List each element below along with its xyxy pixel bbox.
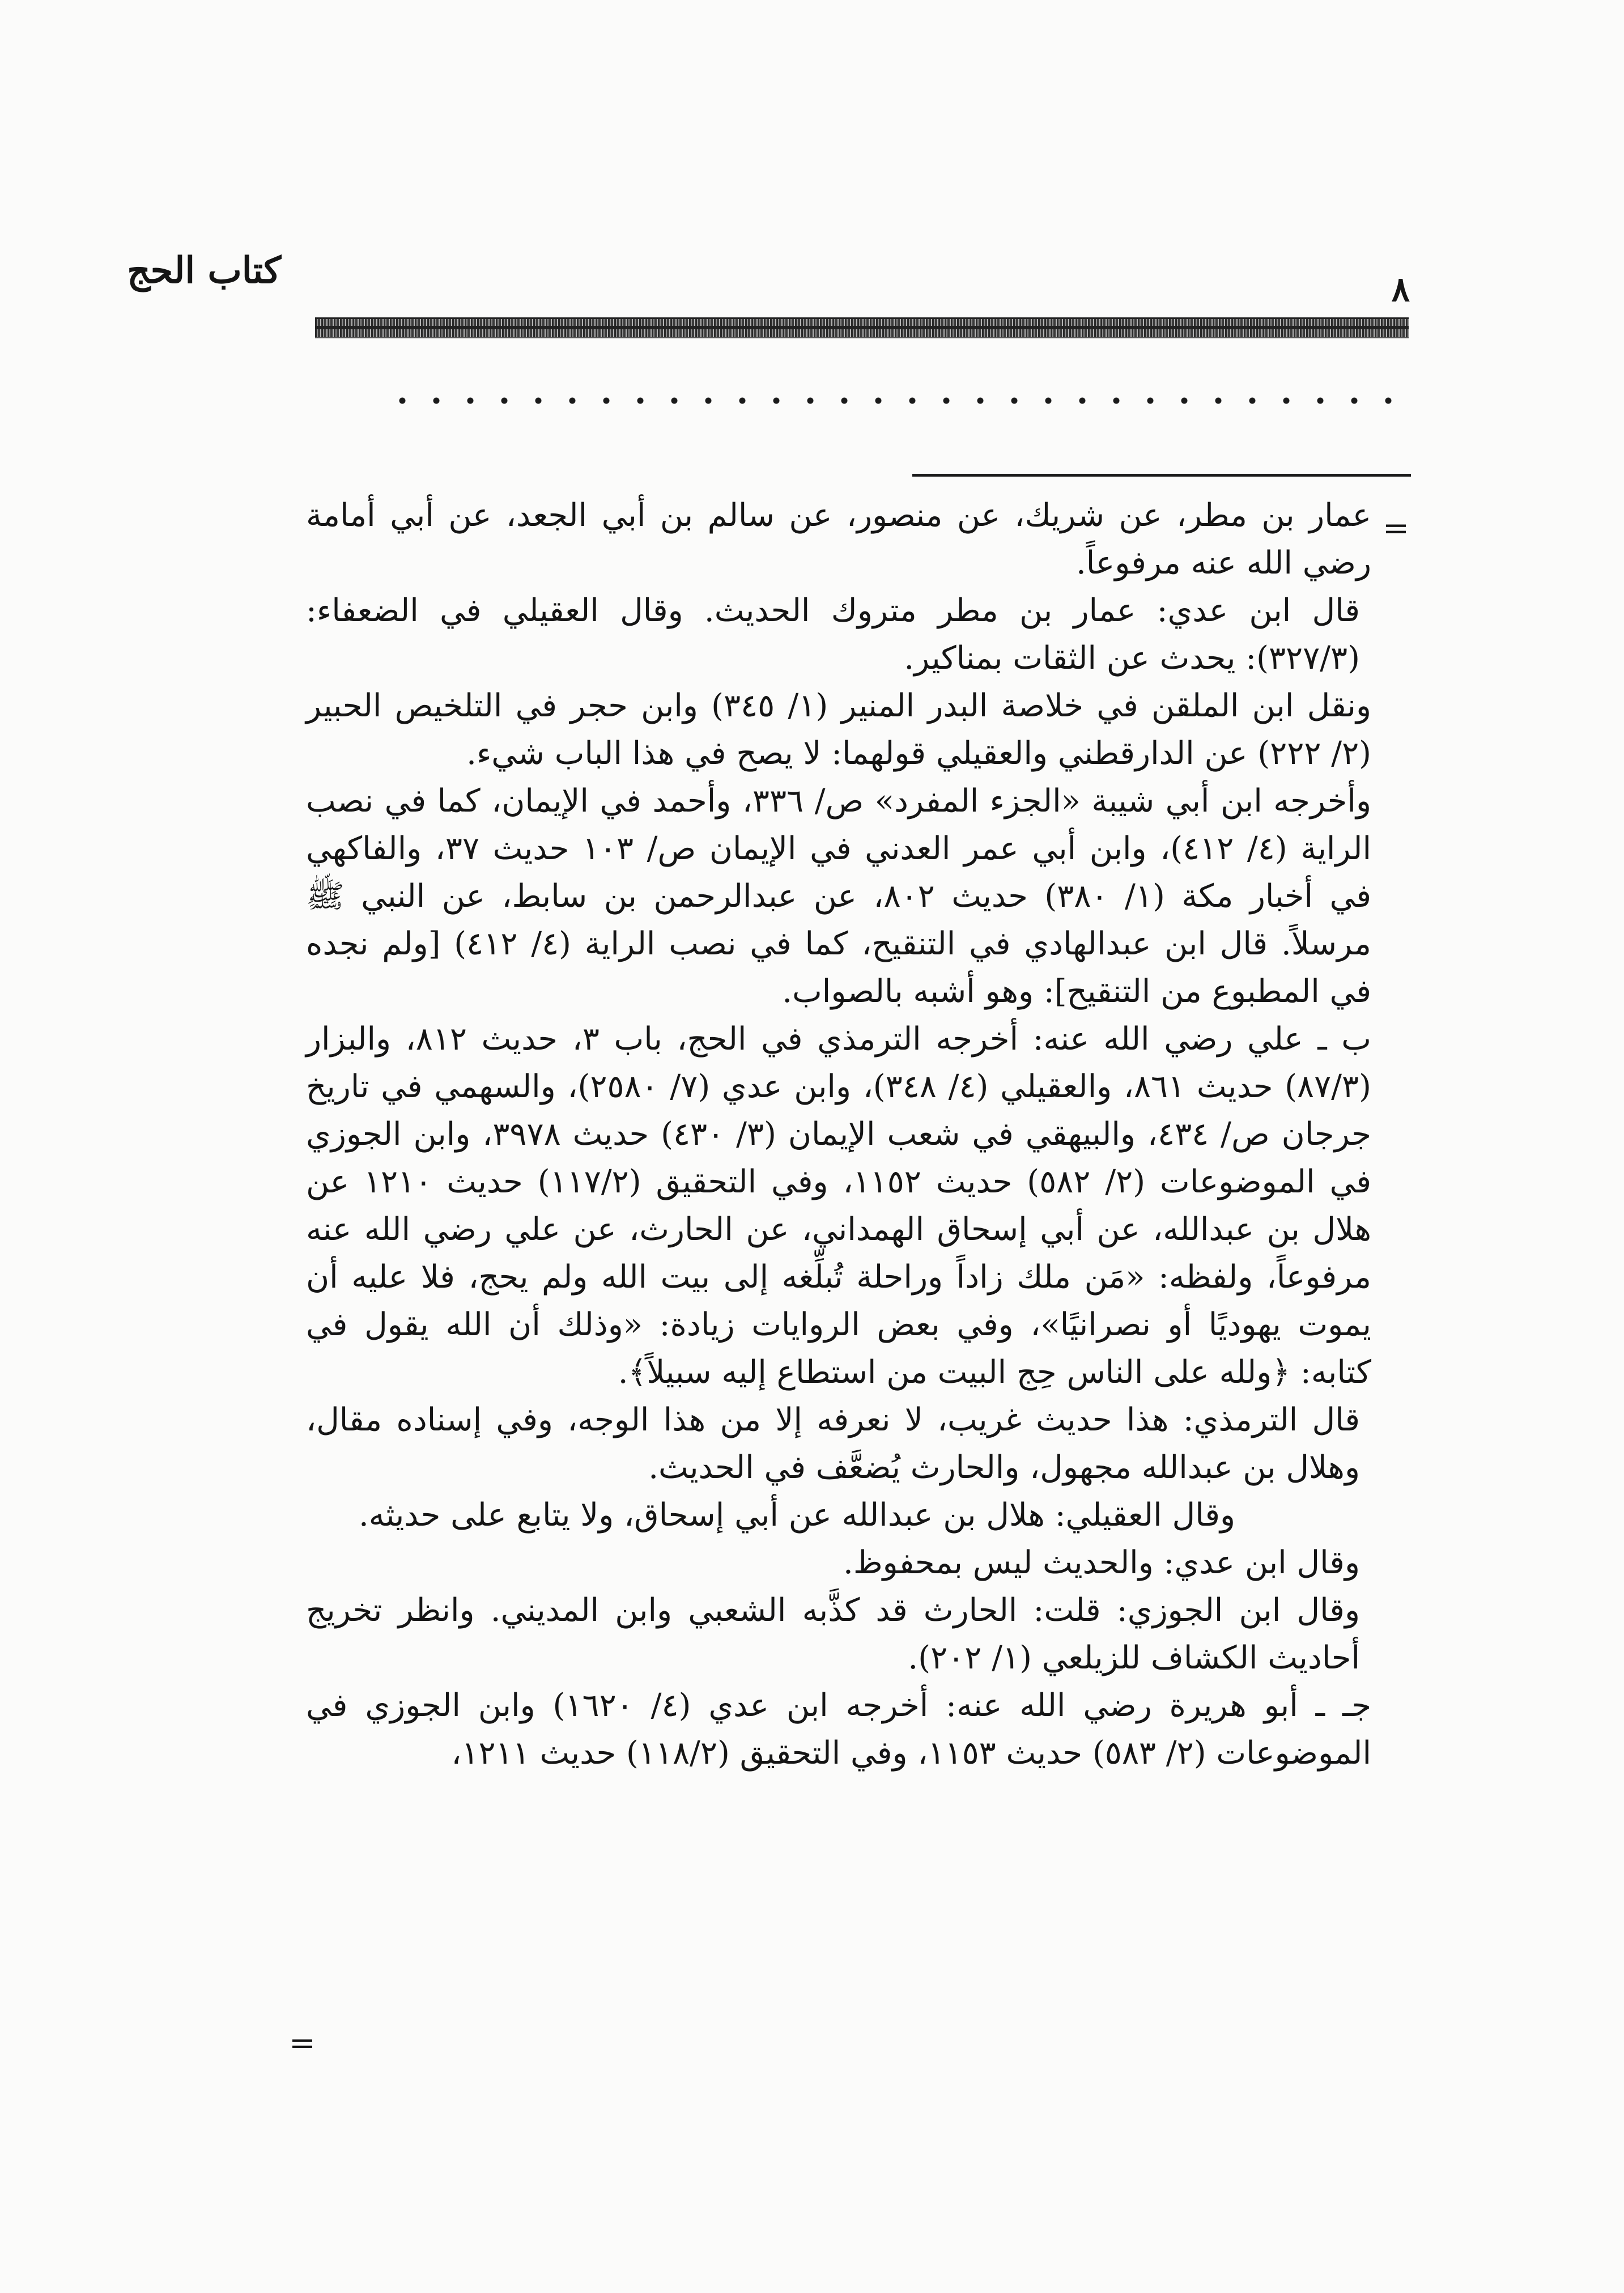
- footnote-paragraph: وقال ابن الجوزي: قلت: الحارث قد كذَّبه الشعبي وابن المديني. وانظر تخريج أحاديث الكشاف للزيلعي (١/ ٢٠٢).: [306, 1592, 1360, 1676]
- footnote-paragraph: جـ ـ أبو هريرة رضي الله عنه: أخرجه ابن عدي (٤/ ١٦٢٠) وابن الجوزي في الموضوعات (٢/ ٥٨٣) حديث ١١٥٣، وفي التحقيق (١١٨/٢) حديث ١٢١١،: [306, 1687, 1372, 1772]
- footnote-paragraph: ب ـ علي رضي الله عنه: أخرجه الترمذي في الحج، باب ٣، حديث ٨١٢، والبزار (٨٧/٣) حديث ٨٦١، والعقيلي (٤/ ٣٤٨)، وابن عدي (٧/ ٢٥٨٠)، والسهمي في تاريخ جرجان ص/ ٤٣٤، والبيهقي في شعب الإيمان (٣/ ٤٣٠) حديث ٣٩٧٨، وابن الجوزي في الموضوعات (٢/ ٥٨٢) حديث ١١٥٢، وفي التحقيق (١١٧/٢) حديث ١٢١٠ عن هلال بن عبدالله، عن أبي إسحاق الهمداني، عن الحارث، عن علي رضي الله عنه مرفوعاً، ولفظه: «مَن ملك زاداً وراحلة تُبلِّغه إلى بيت الله ولم يحج، فلا عليه أن يموت يهوديًا أو نصرانيًا»، وفي بعض الروايات زيادة: «وذلك أن الله يقول في كتابه: ﴿ولله على الناس حِج البيت من استطاع إليه سبيلاً﴾.: [306, 1021, 1372, 1391]
- footnote-body: [306, 492, 1371, 1777]
- footnote-paragraph: وأخرجه ابن أبي شيبة «الجزء المفرد» ص/ ٣٣٦، وأحمد في الإيمان، كما في نصب الراية (٤/ ٤١٢)، وابن أبي عمر العدني في الإيمان ص/ ١٠٣ حديث ٣٧، والفاكهي في أخبار مكة (١/ ٣٨٠) حديث ٨٠٢، عن عبدالرحمن بن سابط، عن النبي ﷺ مرسلاً. قال ابن عبدالهادي في التنقيح، كما في نصب الراية (٤/ ٤١٢) [ولم نجده في المطبوع من التنقيح]: وهو أشبه بالصواب.: [306, 783, 1372, 1010]
- footnote-paragraph: عمار بن مطر، عن شريك، عن منصور، عن سالم بن أبي الجعد، عن أبي أمامة رضي الله عنه مرفوعاً.: [306, 497, 1371, 581]
- footnote-continues-mark: =: [289, 2025, 316, 2062]
- running-title: كتاب الحج: [127, 249, 281, 292]
- footnote-continuation-mark: =: [1383, 510, 1409, 547]
- header-rule: [315, 317, 1409, 338]
- footnote-paragraph: قال الترمذي: هذا حديث غريب، لا نعرفه إلا من هذا الوجه، وفي إسناده مقال، وهلال بن عبدالله مجهول، والحارث يُضعَّف في الحديث.: [306, 1402, 1361, 1486]
- footnote-paragraph: قال ابن عدي: عمار بن مطر متروك الحديث. وقال العقيلي في الضعفاء: (٣٢٧/٣): يحدث عن الثقات بمناكير.: [306, 592, 1360, 677]
- footnote-paragraph: وقال ابن عدي: والحديث ليس بمحفوظ.: [843, 1544, 1360, 1581]
- page-number: ٨: [1391, 270, 1410, 309]
- omission-dots: [385, 397, 1400, 405]
- footnote-paragraph: وقال العقيلي: هلال بن عبدالله عن أبي إسحاق، ولا يتابع على حديثه.: [359, 1497, 1235, 1534]
- footnote-paragraph: ونقل ابن الملقن في خلاصة البدر المنير (١/ ٣٤٥) وابن حجر في التلخيص الحبير (٢/ ٢٢٢) عن الدارقطني والعقيلي قولهما: لا يصح في هذا الباب شيء.: [306, 687, 1371, 772]
- footnote-separator: [912, 474, 1411, 477]
